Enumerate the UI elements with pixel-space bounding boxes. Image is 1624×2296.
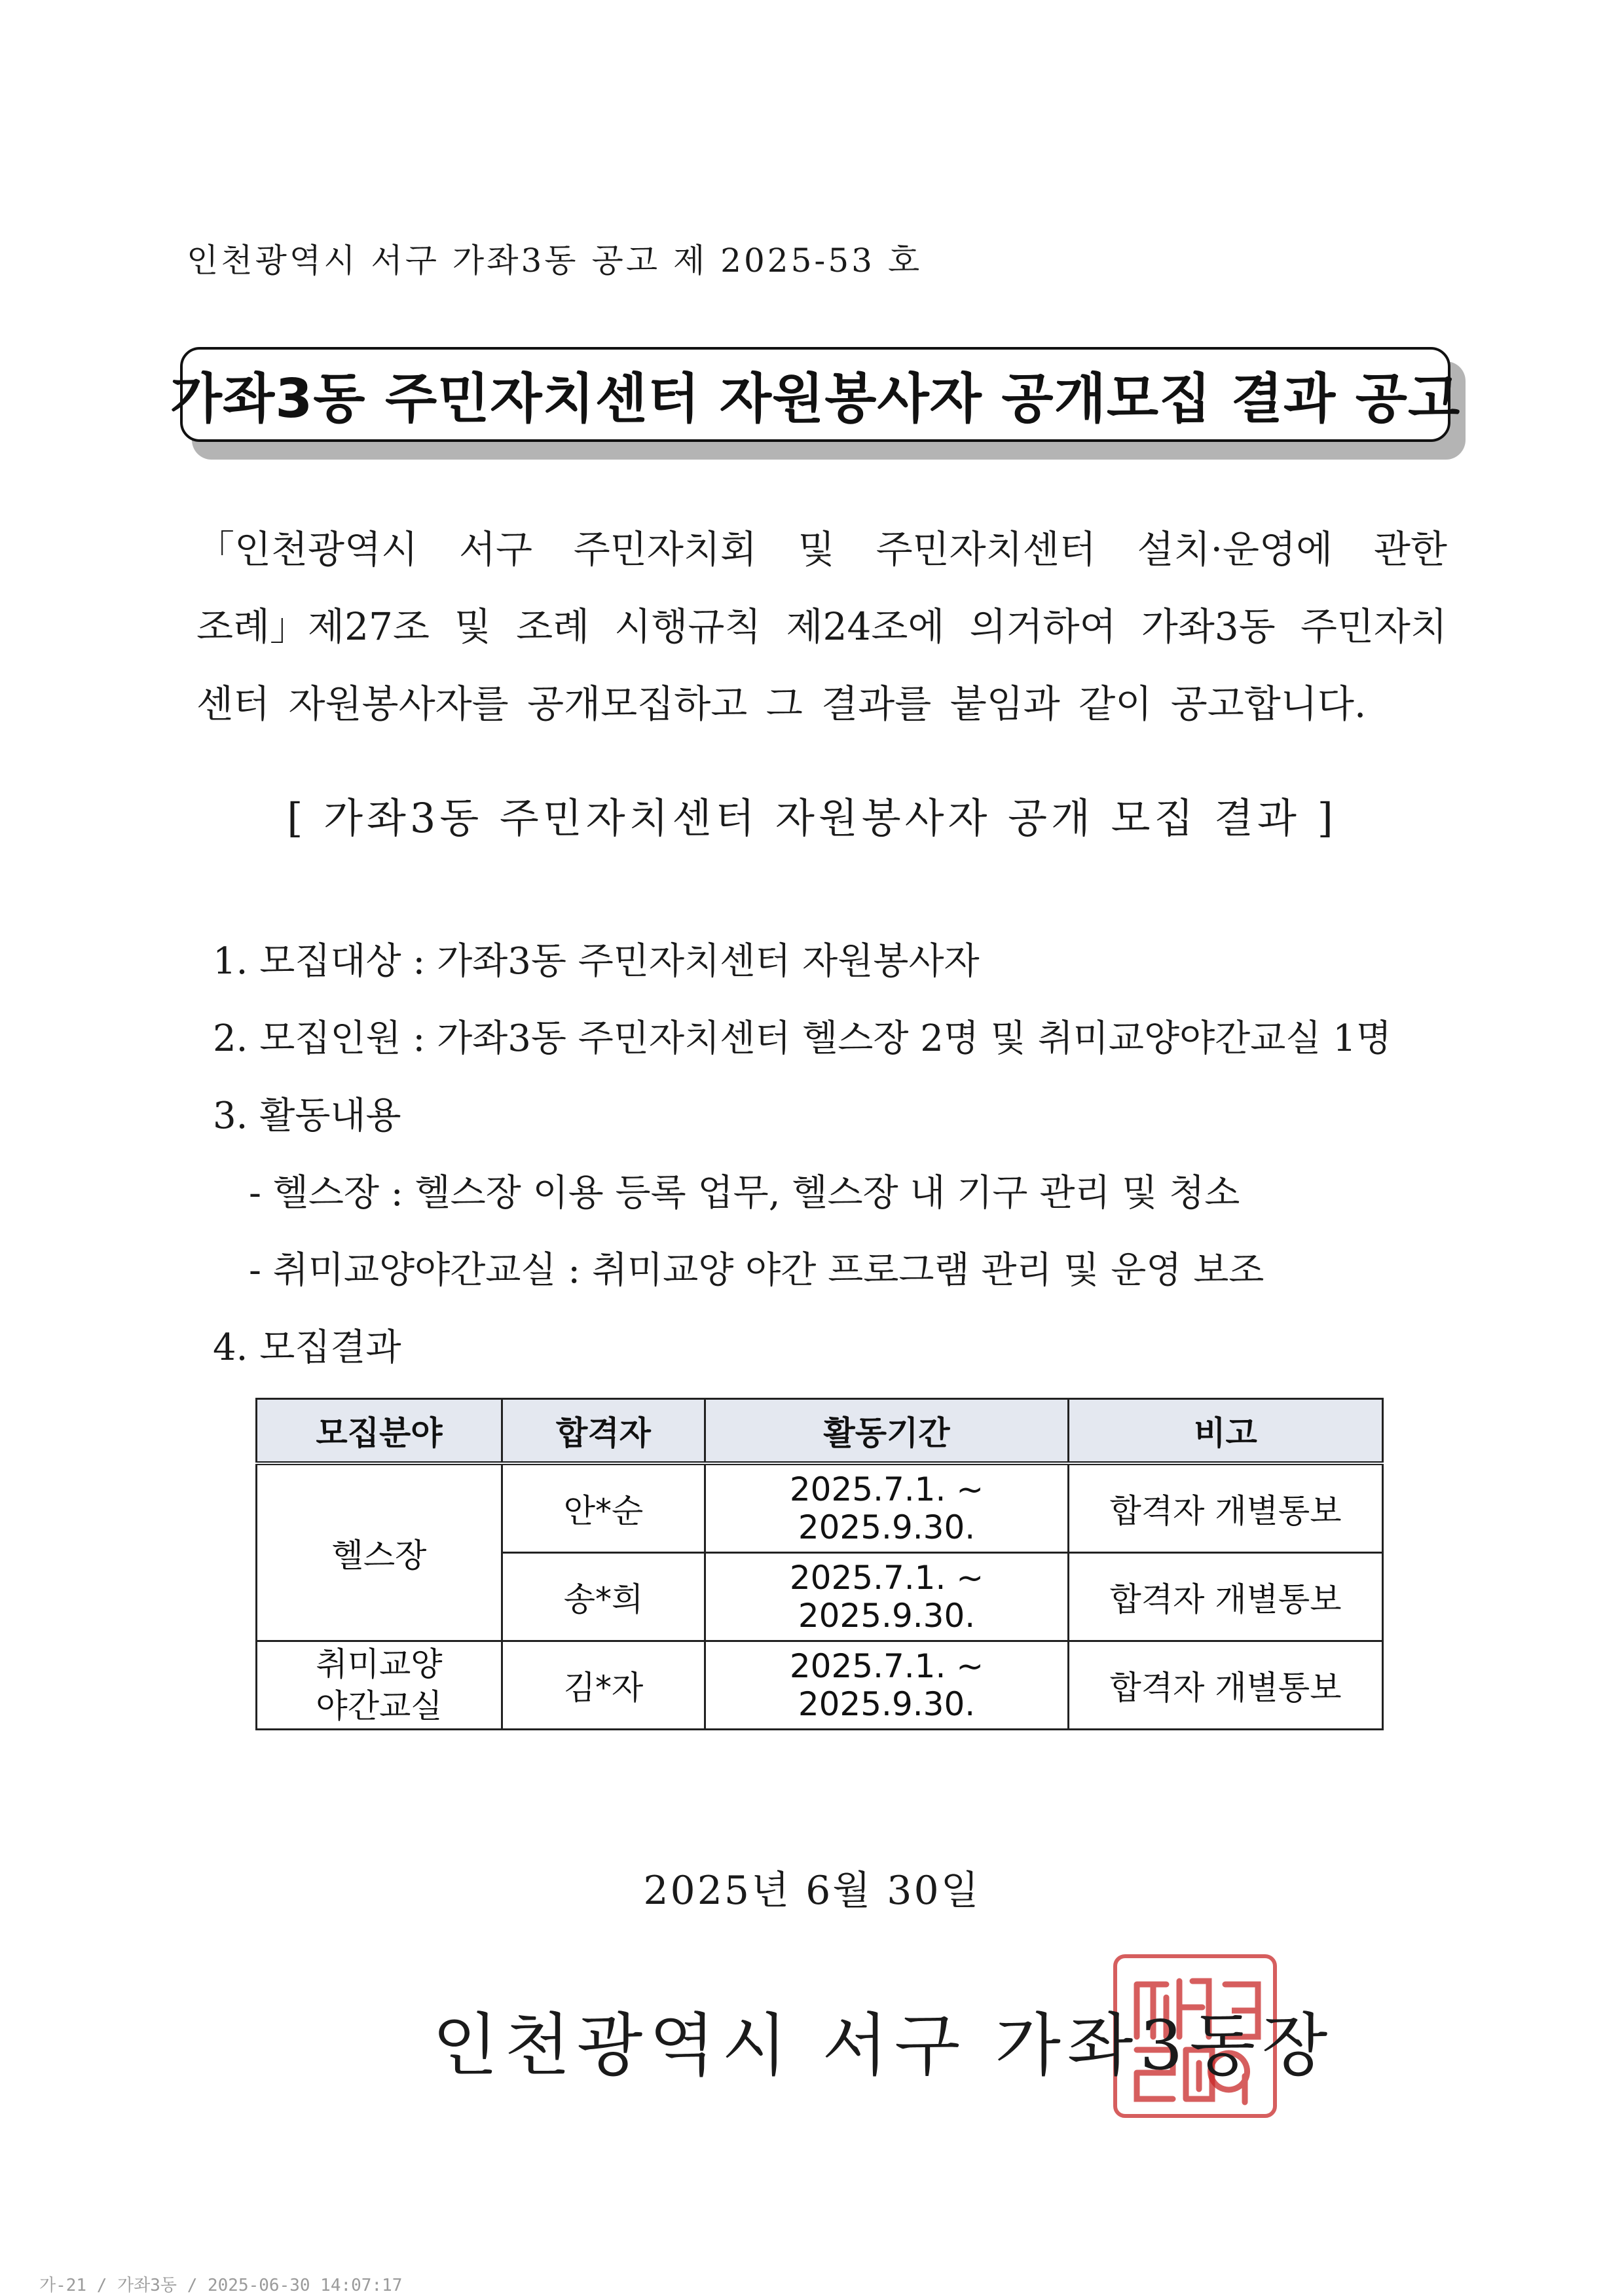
item-result: 4. 모집결과 bbox=[213, 1326, 401, 1369]
intro-text: 센터 자원봉사자를 공개모집하고 그 결과를 붙임과 같이 공고합니다. bbox=[196, 682, 1367, 726]
name-cell: 안*순 bbox=[502, 1463, 705, 1553]
footer-print-stamp: 가-21 / 가좌3동 / 2025-06-30 14:07:17 bbox=[39, 2276, 403, 2295]
intro-word: 관한 bbox=[1373, 527, 1447, 572]
field-line-2: 야간교실 bbox=[316, 1687, 443, 1725]
item-list bbox=[213, 923, 1392, 1387]
table-row bbox=[257, 1463, 1383, 1553]
field-line-1: 취미교양 bbox=[316, 1645, 443, 1683]
intro-word: 및 bbox=[454, 604, 492, 649]
section-title: [ 가좌3동 주민자치센터 자원봉사자 공개 모집 결과 ] bbox=[287, 794, 1337, 842]
note-cell: 합격자 개별통보 bbox=[1069, 1641, 1383, 1730]
intro-word: 설치·운영에 bbox=[1137, 527, 1333, 572]
notice-number: 인천광역시 서구 가좌3동 공고 제 2025-53 호 bbox=[187, 242, 923, 280]
table-row bbox=[257, 1641, 1383, 1730]
header-period: 활동기간 bbox=[705, 1399, 1069, 1464]
header-name: 합격자 bbox=[502, 1399, 705, 1464]
issuer-name: 인천광역시 서구 가좌3동장 bbox=[432, 2005, 1335, 2085]
intro-word: 가좌3동 bbox=[1141, 604, 1276, 649]
intro-paragraph bbox=[196, 511, 1447, 742]
intro-word: 주민자치회 bbox=[573, 527, 757, 572]
intro-word: 조례」제27조 bbox=[196, 604, 430, 649]
intro-word: 시행규칙 bbox=[614, 604, 762, 649]
field-cell-gym: 헬스장 bbox=[257, 1463, 502, 1641]
document-title: 가좌3동 주민자치센터 자원봉사자 공개모집 결과 공고 bbox=[170, 368, 1461, 430]
issue-date: 2025년 6월 30일 bbox=[643, 1868, 981, 1914]
title-banner bbox=[170, 347, 1467, 458]
item-activity-gym: - 헬스장 : 헬스장 이용 등록 업무, 헬스장 내 기구 관리 및 청소 bbox=[249, 1172, 1240, 1214]
period-cell: 2025.7.1. ~ 2025.9.30. bbox=[705, 1463, 1069, 1553]
header-note: 비고 bbox=[1069, 1399, 1383, 1464]
header-field: 모집분야 bbox=[257, 1399, 502, 1464]
result-table bbox=[255, 1398, 1384, 1730]
note-cell: 합격자 개별통보 bbox=[1069, 1553, 1383, 1641]
table-header-row bbox=[257, 1399, 1383, 1464]
period-cell: 2025.7.1. ~ 2025.9.30. bbox=[705, 1553, 1069, 1641]
period-cell: 2025.7.1. ~ 2025.9.30. bbox=[705, 1641, 1069, 1730]
intro-word: 의거하여 bbox=[969, 604, 1116, 649]
title-box bbox=[170, 347, 1461, 442]
intro-word: 및 bbox=[798, 527, 835, 572]
intro-word: 제24조에 bbox=[786, 604, 945, 649]
name-cell: 김*자 bbox=[502, 1641, 705, 1730]
name-cell: 송*희 bbox=[502, 1553, 705, 1641]
intro-line-2 bbox=[196, 588, 1447, 665]
intro-word: 서구 bbox=[458, 527, 532, 572]
intro-word: 주민자치 bbox=[1300, 604, 1447, 649]
item-activity-evening-class: - 취미교양야간교실 : 취미교양 야간 프로그램 관리 및 운영 보조 bbox=[249, 1249, 1264, 1292]
intro-line-3 bbox=[196, 665, 1447, 742]
intro-word: 「인천광역시 bbox=[196, 527, 418, 572]
item-recruit-target: 1. 모집대상 : 가좌3동 주민자치센터 자원봉사자 bbox=[213, 940, 980, 983]
item-activity: 3. 활동내용 bbox=[213, 1095, 401, 1137]
field-cell-evening-class bbox=[257, 1641, 502, 1730]
intro-line-1 bbox=[196, 511, 1447, 588]
item-recruit-count: 2. 모집인원 : 가좌3동 주민자치센터 헬스장 2명 및 취미교양야간교실 1명 bbox=[213, 1017, 1392, 1060]
intro-word: 주민자치센터 bbox=[876, 527, 1096, 572]
note-cell: 합격자 개별통보 bbox=[1069, 1463, 1383, 1553]
intro-word: 조례 bbox=[516, 604, 590, 649]
